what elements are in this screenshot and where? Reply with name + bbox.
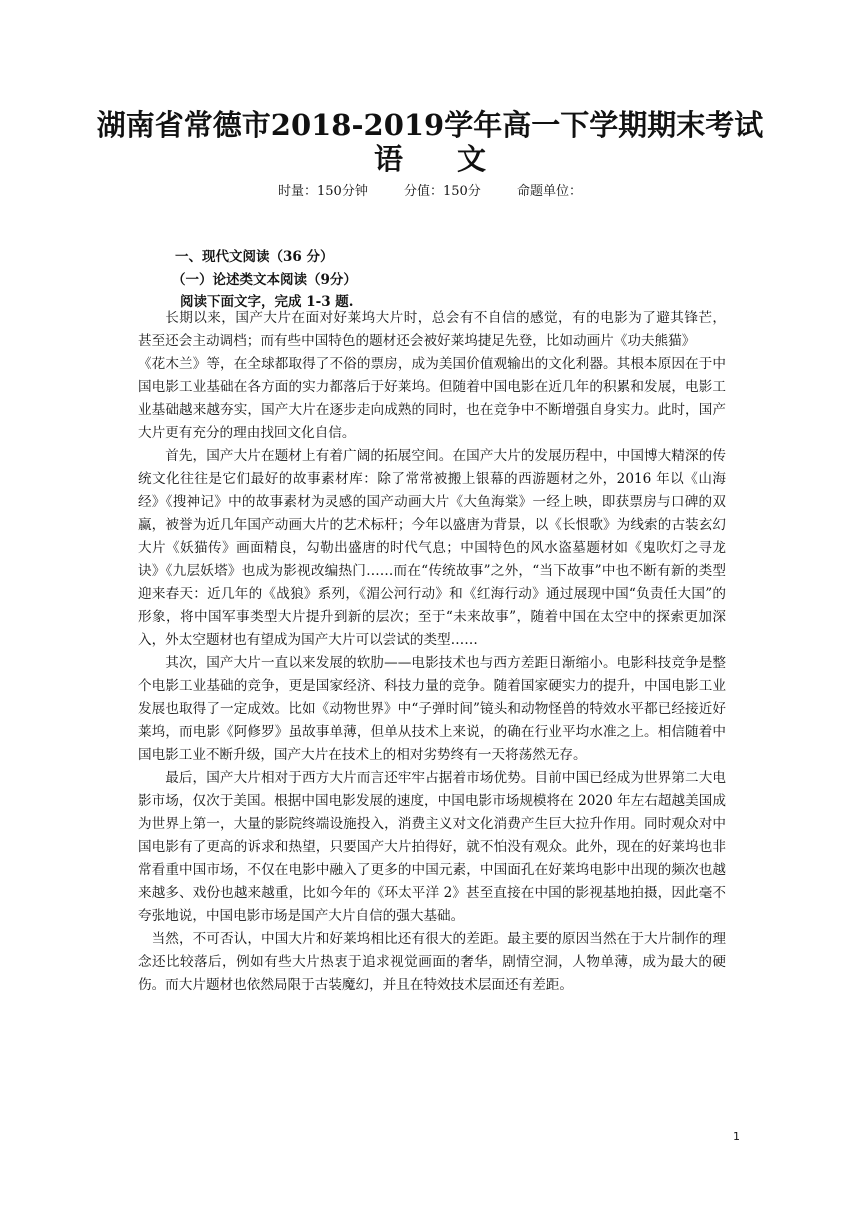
paragraph: 长期以来，国产大片在面对好莱坞大片时，总会有不自信的感觉，有的电影为了避其锋芒， 甚至还会主动调档；而有些中国特色的题材还会被好莱坞捷足先登，比如动画片《功夫熊猫》 — [138, 310, 726, 349]
document-title: 湖南省常德市2018-2019学年高一下学期期末考试 — [96, 108, 764, 142]
paragraph: 最后，国产大片相对于西方大片而言还牢牢占据着市场优势。目前中国已经成为世界第二大电影市场，仅次于美国。根据中国电影发展的速度，中国电影市场规模将在 2020 年左右超越美国成为世界上第一，大量的影院终端设施投入，消费主义对文化消费产生巨大拉升作用。同时观众对中国电影有了更高的诉求和热望，只要国产大片拍得好，就不怕没有观众。此外，现在的好莱坞也非常看重中国市场，不仅在电影中融入了更多的中国元素，中国面孔在好莱坞电影中出现的频次也越来越多、戏份也越来越重，比如今年的《环太平洋 2》甚至直接在中国的影视基地拍摄，因此毫不夸张地说，中国电影市场是国产大片自信的强大基础。 — [138, 770, 726, 924]
paragraph: 当然，不可否认，中国大片和好莱坞相比还有很大的差距。最主要的原因当然在于大片制作的理念还比较落后，例如有些大片热衷于追求视觉画面的奢华，剧情空洞，人物单薄，成为最大的硬伤。而大片题材也依然局限于古装魔幻，并且在特效技术层面还有差距。 — [138, 931, 726, 993]
subsection-heading: （一）论述类文本阅读（9分） — [172, 272, 357, 288]
section-heading: 一、现代文阅读（36 分） — [175, 249, 334, 265]
paragraph: 其次，国产大片一直以来发展的软肋——电影技术也与西方差距日渐缩小。电影科技竞争是整个电影工业基础的竞争，更是国家经济、科技力量的竞争。随着国家硬实力的提升，中国电影工业发展也取得了一定成效。比如《动物世界》中“子弹时间”镜头和动物怪兽的特效水平都已经接近好莱坞，而电影《阿修罗》虽故事单薄，但单从技术上来说，的确在行业平均水准之上。相信随着中国电影工业不断升级，国产大片在技术上的相对劣势终有一天将荡然无存。 — [138, 655, 726, 763]
total-score: 分值：150分 — [403, 184, 481, 199]
subject-title: 语 文 — [373, 142, 509, 176]
page-number: 1 — [733, 1130, 740, 1143]
article-body — [138, 307, 726, 997]
author-unit: 命题单位： — [516, 184, 582, 199]
time-limit: 时量：150分钟 — [278, 184, 368, 199]
paragraph: 首先，国产大片在题材上有着广阔的拓展空间。在国产大片的发展历程中，中国博大精深的传统文化往往是它们最好的故事素材库：除了常常被搬上银幕的西游题材之外，2016 年以《山海经》《搜神记》中的故事素材为灵感的国产动画大片《大鱼海棠》一经上映，即获票房与口碑的双赢，被誉为近几年国产动画大片的艺术标杆；今年以盛唐为背景，以《长恨歌》为线索的古装玄幻大片《妖猫传》画面精良，勾勒出盛唐的时代气息；中国特色的风水盗墓题材如《鬼吹灯之寻龙诀》《九层妖塔》也成为影视改编热门……而在“传统故事”之外，“当下故事”中也不断有新的类型迎来春天：近几年的《战狼》系列，《湄公河行动》和《红海行动》通过展现中国“负责任大国”的形象，将中国军事类型大片提升到新的层次；至于“未来故事”，随着中国在太空中的探索更加深入，外太空题材也有望成为国产大片可以尝试的类型…… — [138, 448, 726, 648]
reading-instruction: 阅读下面文字，完成 1-3 题. — [180, 294, 354, 310]
exam-info — [0, 180, 860, 199]
paragraph: 《花木兰》等，在全球都取得了不俗的票房，成为美国价值观输出的文化利器。其根本原因在于中国电影工业基础在各方面的实力都落后于好莱坞。但随着中国电影在近几年的积累和发展，电影工业基础越来越夯实，国产大片在逐步走向成熟的同时，也在竞争中不断增强自身实力。此时，国产大片更有充分的理由找回文化自信。 — [138, 356, 726, 441]
